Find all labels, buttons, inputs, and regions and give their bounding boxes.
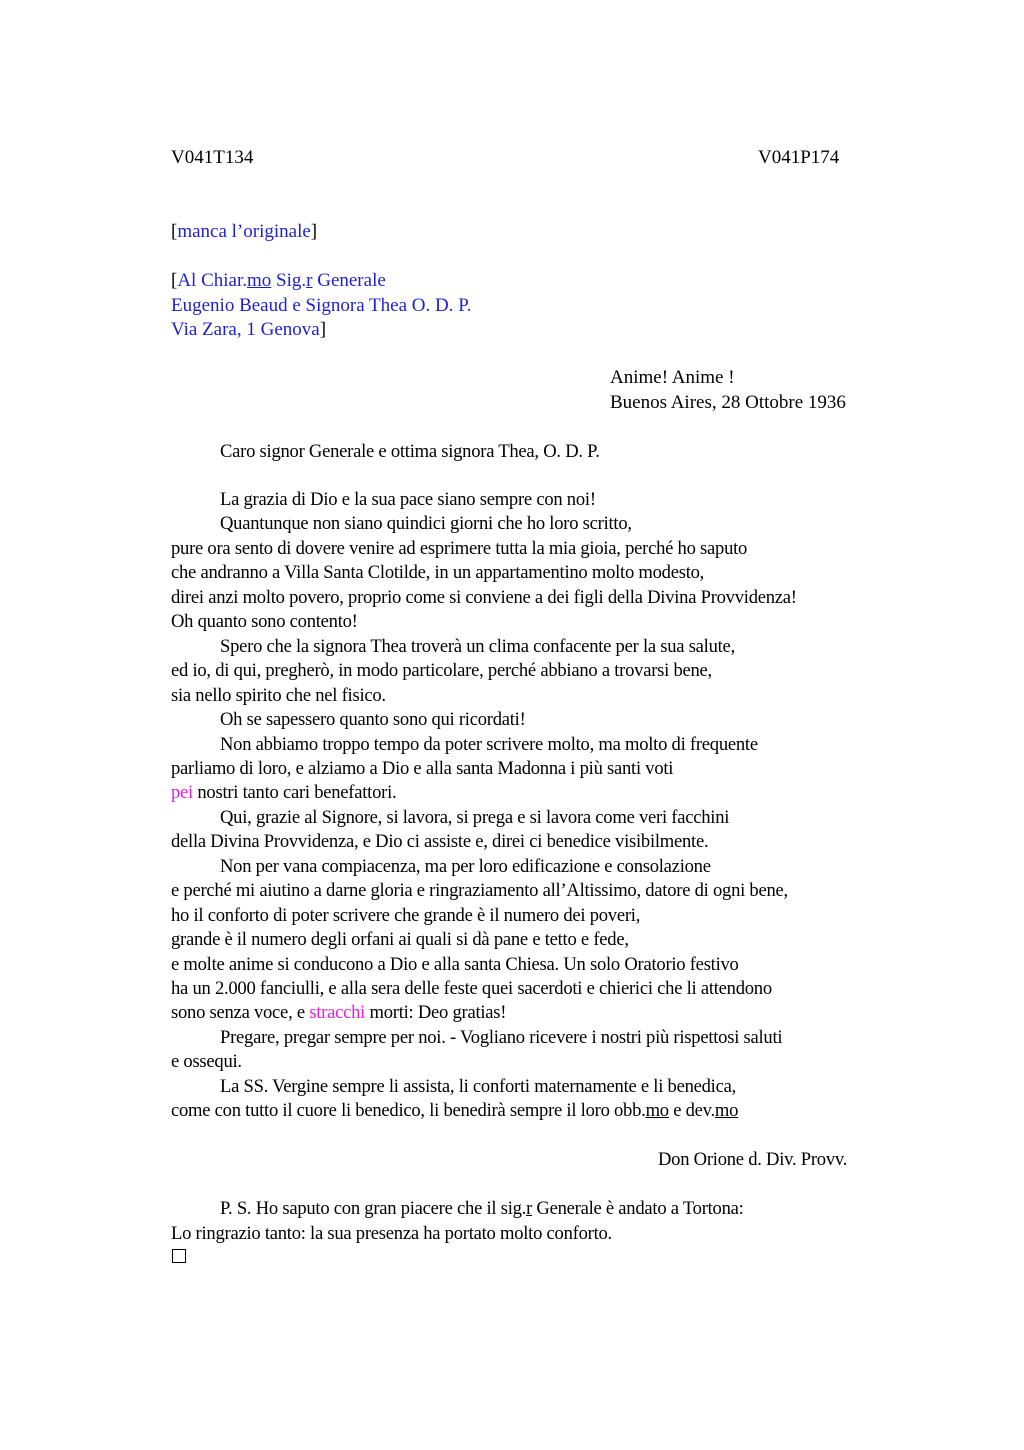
body-line	[171, 830, 708, 854]
text-segment: nostri tanto cari benefattori.	[192, 782, 397, 804]
body-line	[220, 806, 729, 830]
text-segment: r	[526, 1198, 533, 1219]
text-segment: grande è il numero degli orfani ai quali si dà pane e tetto e fede,	[171, 929, 629, 951]
text-segment: ]	[319, 319, 327, 340]
text-segment: Al Chiar.	[177, 270, 247, 291]
body-line	[171, 1001, 506, 1025]
text-segment: manca l’originale	[177, 221, 311, 242]
text-segment: Non per vana compiacenza, ma per loro edificazione e consolazione	[220, 855, 711, 877]
body-line	[171, 953, 739, 977]
body-line	[171, 928, 629, 952]
body-line	[220, 512, 632, 536]
body-line	[220, 488, 596, 512]
body-line	[171, 977, 772, 1001]
text-segment: P. S. Ho saputo con gran piacere che il sig.	[220, 1198, 527, 1219]
dateline-place-date: Buenos Aires, 28 Ottobre 1936	[610, 392, 846, 413]
text-segment: parliamo di loro, e alziamo a Dio e alla santa Madonna i più santi voti	[171, 757, 674, 779]
editorial-note	[171, 220, 317, 244]
text-segment: Non abbiamo troppo tempo da poter scrivere molto, ma molto di frequente	[220, 733, 758, 755]
text-segment: mo	[247, 270, 272, 291]
text-segment: Qui, grazie al Signore, si lavora, si prega e si lavora come veri facchini	[220, 806, 730, 828]
text-segment: Pregare, pregar sempre per noi. - Vogliano ricevere i nostri più rispettosi saluti	[220, 1026, 783, 1048]
postscript-line	[220, 1197, 744, 1221]
text-segment: La SS. Vergine sempre li assista, li conforti maternamente e li benedica,	[220, 1075, 736, 1097]
text-segment: ed io, di qui, pregherò, in modo particolare, perché abbiano a trovarsi bene,	[171, 660, 712, 682]
text-segment: Oh quanto sono contento!	[171, 611, 358, 633]
greeting: Caro signor Generale e ottima signora Thea, O. D. P.	[220, 441, 600, 462]
text-segment: ho il conforto di poter scrivere che grande è il numero dei poveri,	[171, 904, 641, 926]
body-line	[171, 781, 396, 805]
end-mark-box	[172, 1249, 186, 1263]
body-line	[171, 586, 797, 610]
text-segment: Oh se sapessero quanto sono qui ricordati!	[220, 709, 526, 731]
body-line	[171, 659, 712, 683]
text-segment: e molte anime si conducono a Dio e alla santa Chiesa. Un solo Oratorio festivo	[171, 953, 739, 975]
text-segment: Via Zara, 1 Genova	[171, 319, 320, 340]
document-code-right: V041P174	[758, 147, 840, 168]
text-segment: e perché mi aiutino a darne gloria e ringraziamento all’Altissimo, datore di ogni bene,	[171, 880, 788, 902]
body-line	[220, 733, 758, 757]
dateline-exclamation: Anime! Anime !	[610, 367, 735, 388]
text-segment: Quantunque non siano quindici giorni che ho loro scritto,	[220, 513, 632, 535]
text-segment: e dev.	[668, 1100, 715, 1122]
text-segment: pei	[171, 782, 193, 804]
text-segment: Generale è andato a Tortona:	[532, 1198, 744, 1219]
text-segment: La grazia di Dio e la sua pace siano sempre con noi!	[220, 489, 596, 510]
text-segment: ]	[310, 221, 318, 242]
text-segment: sia nello spirito che nel fisico.	[171, 684, 386, 706]
body-line	[171, 610, 358, 634]
text-segment: pure ora sento di dovere venire ad esprimere tutta la mia gioia, perché ho saputo	[171, 537, 748, 559]
body-line	[171, 757, 673, 781]
recipient-address-line	[171, 294, 471, 318]
body-line	[171, 879, 788, 903]
text-segment: Eugenio Beaud e Signora Thea O. D. P.	[171, 294, 472, 316]
body-line	[220, 855, 711, 879]
text-segment: come con tutto il cuore li benedico, li benedirà sempre il loro obb.	[171, 1100, 646, 1122]
text-segment: morti: Deo gratias!	[365, 1002, 507, 1024]
text-segment: della Divina Provvidenza, e Dio ci assiste e, direi ci benedice visibilmente.	[171, 831, 709, 853]
postscript-line	[171, 1222, 612, 1246]
document-code-left: V041T134	[171, 147, 254, 168]
body-line	[171, 1099, 738, 1123]
text-segment: mo	[714, 1100, 739, 1122]
body-line	[171, 1050, 242, 1074]
text-segment: che andranno a Villa Santa Clotilde, in un appartamentino molto modesto,	[171, 562, 705, 584]
recipient-address-line	[171, 269, 386, 293]
body-line	[171, 684, 386, 708]
text-segment: Generale	[312, 270, 386, 291]
text-segment: stracchi	[309, 1002, 366, 1024]
text-segment: [	[171, 221, 178, 242]
text-segment: r	[306, 270, 313, 291]
text-segment: e ossequi.	[171, 1051, 242, 1073]
signature: Don Orione d. Div. Provv.	[658, 1149, 848, 1170]
text-segment: Lo ringrazio tanto: la sua presenza ha portato molto conforto.	[171, 1222, 612, 1244]
body-line	[220, 708, 526, 732]
body-line	[171, 904, 640, 928]
text-segment: direi anzi molto povero, proprio come si conviene a dei figli della Divina Provvidenza!	[171, 586, 797, 608]
text-segment: [	[171, 270, 178, 291]
body-line	[220, 1026, 782, 1050]
body-line	[220, 635, 735, 659]
body-line	[171, 537, 747, 561]
text-segment: ha un 2.000 fanciulli, e alla sera delle feste quei sacerdoti e chierici che li attendono	[171, 978, 772, 999]
text-segment: sono senza voce, e	[171, 1002, 310, 1024]
text-segment: mo	[645, 1100, 669, 1122]
text-segment: Spero che la signora Thea troverà un clima confacente per la sua salute,	[220, 635, 735, 657]
recipient-address-line	[171, 318, 326, 342]
body-line	[171, 561, 704, 585]
text-segment: Sig.	[271, 270, 307, 291]
body-line	[220, 1075, 736, 1099]
